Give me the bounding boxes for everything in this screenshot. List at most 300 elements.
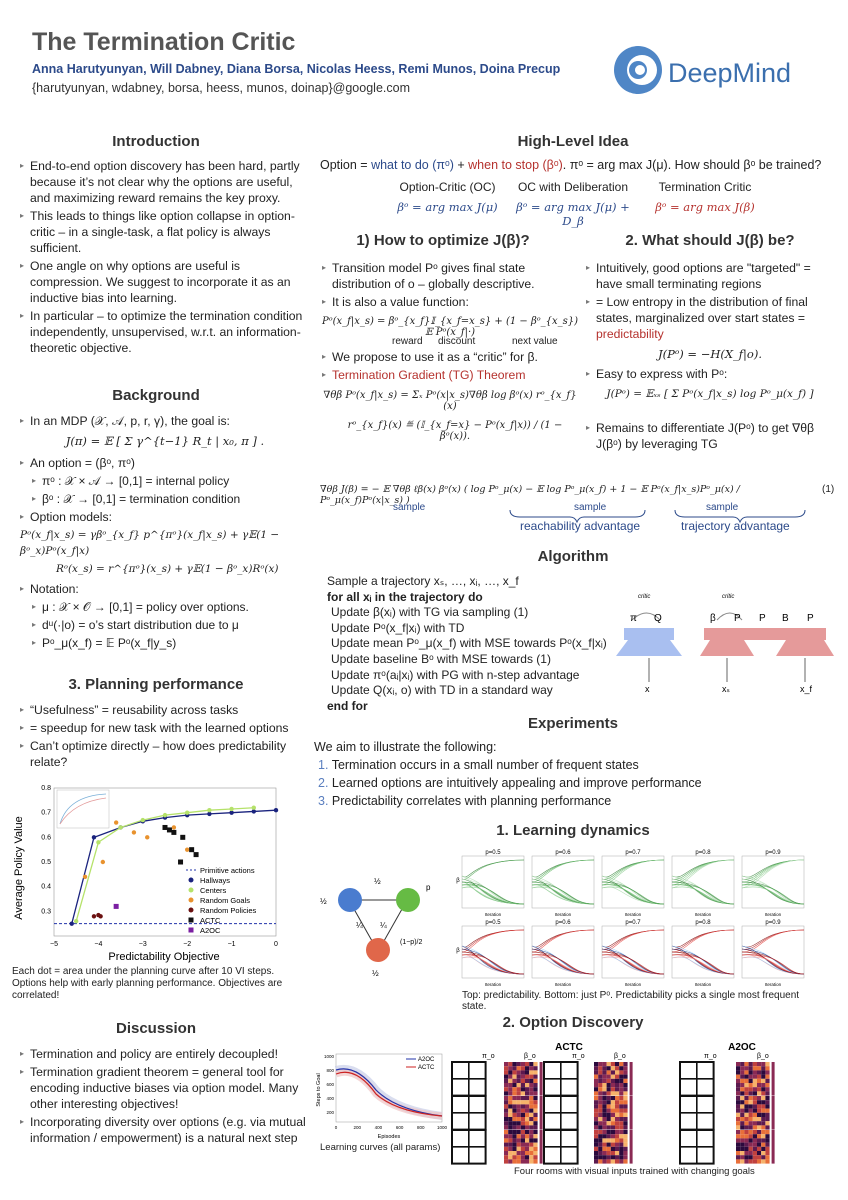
experiments-list [318, 756, 702, 810]
panel-title: p=0.6 [555, 850, 571, 856]
heat-cell [749, 1113, 753, 1117]
heat-cell [749, 1075, 753, 1079]
optimize-equation: Pᵒ(x_f|x_s) = βᵒ_{x_f}𝕀_{x_f=x_s} + (1 − βᵒ_{x_s}) 𝔼 Pᵒ(x_f|·) [322, 316, 578, 338]
heat-cell [504, 1066, 508, 1070]
heat-cell [525, 1100, 529, 1104]
col-name: Termination Critic [658, 180, 752, 194]
heat-cell [611, 1155, 615, 1159]
heat-cell [508, 1075, 512, 1079]
algo-line: Update Pᵒ(x_f|xᵢ) with TD [331, 620, 465, 635]
heat-cell [744, 1147, 748, 1151]
heat-cell [533, 1113, 537, 1117]
heat-cell [504, 1130, 508, 1134]
heat-cell [753, 1104, 757, 1108]
heat-cell [619, 1109, 623, 1113]
list-text: Termination occurs in a small number of frequent states [331, 758, 639, 772]
heat-cell [765, 1159, 769, 1163]
heat-cell [619, 1147, 623, 1151]
heat-cell [533, 1151, 537, 1155]
heat-cell [753, 1159, 757, 1163]
heat-cell [749, 1121, 753, 1125]
heat-cell [615, 1121, 619, 1125]
heat-cell [744, 1121, 748, 1125]
heat-cell [598, 1087, 602, 1091]
heat-cell [765, 1079, 769, 1083]
heat-cell [757, 1087, 761, 1091]
heat-cell [623, 1096, 627, 1100]
heat-cell [594, 1079, 598, 1083]
data-point-actc [167, 827, 172, 832]
predictability-equation: J(Pᵒ) = 𝔼ₓₛ [ Σ Pᵒ(x_f|x_s) log Pᵒ_μ(x_f) ] [606, 388, 814, 400]
heat-cell [736, 1062, 740, 1066]
list-item: ▸ Transition model Pᵒ gives final state distribution of o – globally descriptive. [322, 260, 577, 292]
heat-cell [504, 1117, 508, 1121]
y-axis-label: β [456, 878, 460, 884]
heat-cell [533, 1075, 537, 1079]
heat-cell [765, 1109, 769, 1113]
panel-title: p=0.5 [485, 850, 501, 856]
list-item: ▸ Termination gradient theorem = general tool for encoding inductive biases via option model. Many other interesting objectives! [20, 1064, 310, 1112]
reachability-label: reachability advantage [520, 519, 641, 533]
heat-cell [517, 1079, 521, 1083]
y-tick-label: 0.4 [41, 883, 51, 891]
data-point-centers [118, 825, 122, 829]
x-axis-label: Episodes [377, 1134, 401, 1140]
heat-cell [512, 1096, 516, 1100]
x-axis-label: Iteration [764, 912, 782, 917]
legend-dot-centers [189, 888, 194, 893]
heat-cell [757, 1159, 761, 1163]
heat-cell [594, 1075, 598, 1079]
heat-cell [504, 1138, 508, 1142]
heat-cell [765, 1096, 769, 1100]
heat-cell [623, 1066, 627, 1070]
output-label: Q [654, 613, 662, 624]
discovery-caption-rooms: Four rooms with visual inputs trained with changing goals [514, 1166, 755, 1177]
heat-cell [508, 1147, 512, 1151]
algo-line: for all xᵢ in the trajectory do [327, 589, 483, 604]
heat-cell [736, 1130, 740, 1134]
heat-cell [765, 1091, 769, 1095]
discovery-title: 2. Option Discovery [502, 1014, 644, 1031]
heat-cell [508, 1083, 512, 1087]
heat-cell [757, 1091, 761, 1095]
heat-cell [749, 1104, 753, 1108]
heat-cell [607, 1100, 611, 1104]
data-point-random-goals [145, 835, 149, 839]
heat-cell [521, 1130, 525, 1134]
heat-cell [753, 1109, 757, 1113]
heat-cell [619, 1121, 623, 1125]
heat-cell [615, 1100, 619, 1104]
heat-cell [607, 1134, 611, 1138]
heat-cell [749, 1109, 753, 1113]
heat-cell [761, 1109, 765, 1113]
four-rooms-heatmaps [452, 1040, 842, 1164]
algo-line: Update πᵒ(aᵢ|xᵢ) with PG with n-step advantage [331, 667, 580, 682]
heat-cell [749, 1130, 753, 1134]
col-name: Option-Critic (OC) [399, 180, 496, 194]
authors: Anna Harutyunyan, Will Dabney, Diana Borsa, Nicolas Heess, Remi Munos, Doina Precup [32, 62, 561, 76]
heat-cell [749, 1079, 753, 1083]
heat-cell [619, 1155, 623, 1159]
heat-cell [623, 1134, 627, 1138]
legend-label: ACTC [200, 916, 221, 925]
data-point-actc [189, 847, 194, 852]
heat-cell [594, 1143, 598, 1147]
heat-cell [619, 1113, 623, 1117]
heat-cell [623, 1062, 627, 1066]
heat-cell [765, 1138, 769, 1142]
legend-label: Primitive actions [200, 866, 255, 875]
heat-cell [508, 1121, 512, 1125]
legend-label: Random Goals [200, 896, 251, 905]
heat-cell [619, 1066, 623, 1070]
heat-cell [517, 1109, 521, 1113]
y-tick-label: 400 [326, 1096, 334, 1101]
data-point-actc [180, 835, 185, 840]
heat-cell [749, 1096, 753, 1100]
heat-cell [607, 1155, 611, 1159]
state-node-red [366, 938, 390, 962]
heat-cell [602, 1100, 606, 1104]
heat-cell [504, 1096, 508, 1100]
heat-cell [602, 1155, 606, 1159]
heat-cell [602, 1087, 606, 1091]
y-axis-label: Steps to Goal [316, 1073, 322, 1107]
colorbar [540, 1062, 543, 1096]
heat-cell [619, 1138, 623, 1142]
heat-cell [517, 1117, 521, 1121]
heat-cell [749, 1062, 753, 1066]
output-label: P [807, 613, 814, 624]
experiments-title: Experiments [527, 715, 619, 732]
label-reward: reward [392, 336, 423, 347]
heat-cell [740, 1109, 744, 1113]
heat-cell [512, 1130, 516, 1134]
heat-cell [594, 1117, 598, 1121]
heat-cell [517, 1087, 521, 1091]
heat-cell [533, 1147, 537, 1151]
heat-cell [521, 1143, 525, 1147]
heat-cell [749, 1151, 753, 1155]
heat-cell [512, 1155, 516, 1159]
heat-cell [517, 1147, 521, 1151]
planning-scatter-chart [14, 778, 306, 964]
heat-cell [607, 1104, 611, 1108]
heat-cell [504, 1070, 508, 1074]
heat-cell [607, 1109, 611, 1113]
edge-label: ¼ [380, 921, 387, 930]
heat-cell [757, 1075, 761, 1079]
inset-plot [57, 790, 109, 828]
idea-col-tc [640, 180, 770, 214]
equation-number: (1) [822, 484, 835, 495]
heat-cell [757, 1113, 761, 1117]
heat-cell [765, 1117, 769, 1121]
heat-cell [525, 1091, 529, 1095]
x-axis-label: Iteration [554, 982, 572, 987]
heat-cell [517, 1159, 521, 1163]
heat-cell [615, 1104, 619, 1108]
heat-cell [508, 1159, 512, 1163]
panel-title: p=0.5 [485, 920, 501, 926]
heat-cell [753, 1070, 757, 1074]
heat-cell [504, 1143, 508, 1147]
pi-label: π_o [704, 1053, 717, 1060]
heat-cell [753, 1151, 757, 1155]
heat-cell [529, 1070, 533, 1074]
panel-title: p=0.7 [625, 850, 641, 856]
heat-cell [594, 1083, 598, 1087]
heat-cell [598, 1104, 602, 1108]
heat-cell [529, 1113, 533, 1117]
heat-cell [744, 1134, 748, 1138]
equation-r: Rᵒ(x_s) = r^{πᵒ}(x_s) + γ𝔼(1 − βᵒ_x)Rᵒ(x) [56, 563, 279, 575]
label-sample: sample [574, 502, 607, 513]
heat-cell [525, 1159, 529, 1163]
heat-cell [611, 1100, 615, 1104]
heat-cell [529, 1147, 533, 1151]
x-tick-label: −1 [227, 941, 236, 948]
heat-cell [521, 1104, 525, 1108]
heat-cell [744, 1159, 748, 1163]
algorithm-title: Algorithm [537, 548, 609, 565]
encoder-a [616, 640, 682, 656]
algo-line: Update baseline Bᵒ with MSE towards (1) [331, 651, 551, 666]
heat-cell [607, 1151, 611, 1155]
heat-cell [761, 1121, 765, 1125]
heat-cell [736, 1113, 740, 1117]
heat-cell [602, 1075, 606, 1079]
heat-cell [504, 1079, 508, 1083]
list-text: Predictability correlates with planning performance [331, 794, 612, 808]
heat-cell [602, 1159, 606, 1163]
heat-cell [607, 1087, 611, 1091]
output-label: π [630, 613, 637, 624]
colorbar [540, 1096, 543, 1130]
heat-cell [512, 1075, 516, 1079]
heat-cell [607, 1070, 611, 1074]
heat-cell [757, 1121, 761, 1125]
heat-cell [529, 1134, 533, 1138]
heat-cell [512, 1087, 516, 1091]
algo-line: Update mean Pᵒ_μ(x_f) with MSE towards Pᵒ(x_f|xᵢ) [331, 636, 607, 651]
heat-cell [753, 1155, 757, 1159]
heat-cell [740, 1104, 744, 1108]
heat-cell [525, 1109, 529, 1113]
heat-cell [598, 1117, 602, 1121]
heat-cell [521, 1151, 525, 1155]
architecture-diagram [612, 586, 840, 698]
beta-label: β_o [757, 1053, 769, 1060]
heat-cell [602, 1130, 606, 1134]
heat-cell [512, 1109, 516, 1113]
heat-cell [753, 1096, 757, 1100]
heat-cell [619, 1143, 623, 1147]
heat-cell [761, 1125, 765, 1129]
discovery-caption-curves: Learning curves (all params) [320, 1142, 441, 1153]
heat-cell [602, 1121, 606, 1125]
heat-cell [525, 1125, 529, 1129]
label-sample: sample [393, 502, 426, 513]
heat-cell [517, 1130, 521, 1134]
heat-cell [744, 1087, 748, 1091]
heat-cell [619, 1104, 623, 1108]
heat-cell [740, 1062, 744, 1066]
data-point-random-goals [83, 875, 87, 879]
heat-cell [602, 1125, 606, 1129]
heat-cell [757, 1134, 761, 1138]
output-label: P [759, 613, 766, 624]
heat-cell [623, 1125, 627, 1129]
heat-cell [598, 1125, 602, 1129]
heat-cell [761, 1134, 765, 1138]
x-axis-label: Iteration [484, 912, 502, 917]
heat-cell [757, 1096, 761, 1100]
heat-cell [761, 1143, 765, 1147]
heat-cell [504, 1083, 508, 1087]
heat-cell [508, 1096, 512, 1100]
col-eq: βᵒ = arg max J(μ) + D_β [516, 200, 630, 228]
heat-cell [598, 1143, 602, 1147]
heat-cell [740, 1091, 744, 1095]
heat-cell [512, 1159, 516, 1163]
x-tick-label: −3 [138, 941, 147, 948]
heat-cell [736, 1143, 740, 1147]
heat-cell [525, 1138, 529, 1142]
heat-cell [598, 1138, 602, 1142]
heat-cell [765, 1125, 769, 1129]
heat-cell [533, 1104, 537, 1108]
heat-cell [744, 1100, 748, 1104]
colorbar [630, 1130, 633, 1164]
heat-cell [611, 1087, 615, 1091]
heat-cell [525, 1083, 529, 1087]
heat-cell [761, 1091, 765, 1095]
heat-cell [753, 1130, 757, 1134]
heat-cell [508, 1109, 512, 1113]
heat-cell [598, 1151, 602, 1155]
heat-cell [757, 1125, 761, 1129]
heat-cell [529, 1104, 533, 1108]
deepmind-logo-icon [612, 44, 664, 96]
data-point-hallways [70, 921, 74, 925]
y-axis-label: Average Policy Value [13, 816, 25, 920]
heat-cell [529, 1125, 533, 1129]
list-item: ▸ Pᵒ_μ(x_f) = 𝔼 Pᵒ(x_f|y_s) [32, 635, 310, 651]
discussion-title: Discussion [115, 1020, 197, 1037]
data-point-random-policies [92, 914, 96, 918]
heat-cell [623, 1147, 627, 1151]
y-tick-label: 0.3 [41, 908, 51, 916]
heat-cell [761, 1062, 765, 1066]
heat-cell [761, 1096, 765, 1100]
heat-cell [521, 1117, 525, 1121]
heat-cell [611, 1138, 615, 1142]
should-title: 2. What should J(β) be? [625, 232, 795, 249]
heat-cell [623, 1100, 627, 1104]
heat-cell [761, 1070, 765, 1074]
background-title: Background [112, 387, 200, 404]
heat-cell [761, 1113, 765, 1117]
heat-cell [619, 1075, 623, 1079]
heat-cell [533, 1159, 537, 1163]
y-tick-label: 600 [326, 1082, 334, 1087]
edge-label: (1−p)/2 [400, 939, 423, 946]
edge-label: p [426, 883, 431, 892]
heat-cell [512, 1138, 516, 1142]
heat-cell [598, 1075, 602, 1079]
heat-cell [508, 1143, 512, 1147]
heat-cell [525, 1070, 529, 1074]
heat-cell [508, 1079, 512, 1083]
heat-cell [517, 1083, 521, 1087]
intro-list [20, 158, 305, 358]
algo-line: Update β(xᵢ) with TG via sampling (1) [331, 605, 529, 620]
heat-cell [594, 1113, 598, 1117]
heat-cell [521, 1087, 525, 1091]
heat-cell [619, 1130, 623, 1134]
output-label: B [782, 613, 789, 624]
heat-cell [517, 1155, 521, 1159]
heat-cell [594, 1159, 598, 1163]
heat-cell [615, 1155, 619, 1159]
heat-cell [761, 1100, 765, 1104]
heat-cell [529, 1130, 533, 1134]
data-point-actc [163, 825, 168, 830]
heat-cell [619, 1159, 623, 1163]
heat-cell [619, 1125, 623, 1129]
heat-cell [508, 1066, 512, 1070]
y-tick-label: 0.8 [41, 785, 51, 792]
heat-cell [619, 1151, 623, 1155]
heat-cell [744, 1104, 748, 1108]
idea-text: Option = [320, 158, 372, 172]
heat-cell [504, 1104, 508, 1108]
heat-cell [607, 1143, 611, 1147]
heat-cell [744, 1091, 748, 1095]
heat-cell [598, 1134, 602, 1138]
heat-cell [529, 1143, 533, 1147]
heat-cell [598, 1062, 602, 1066]
heat-cell [744, 1066, 748, 1070]
algo-line: end for [327, 698, 368, 713]
x-axis-label: Iteration [694, 912, 712, 917]
heat-cell [533, 1138, 537, 1142]
heat-cell [623, 1113, 627, 1117]
edge-label: ½ [372, 969, 379, 978]
heat-cell [615, 1147, 619, 1151]
heat-cell [521, 1079, 525, 1083]
heat-cell [611, 1062, 615, 1066]
heat-cell [757, 1083, 761, 1087]
heat-cell [736, 1096, 740, 1100]
heat-cell [611, 1096, 615, 1100]
heat-cell [736, 1134, 740, 1138]
heat-cell [529, 1079, 533, 1083]
heat-cell [525, 1062, 529, 1066]
heat-cell [525, 1104, 529, 1108]
heat-cell [525, 1130, 529, 1134]
heat-cell [740, 1125, 744, 1129]
heat-cell [736, 1100, 740, 1104]
encoder-final [776, 640, 834, 656]
heat-cell [512, 1062, 516, 1066]
heat-cell [607, 1079, 611, 1083]
heat-cell [533, 1130, 537, 1134]
heat-cell [753, 1113, 757, 1117]
